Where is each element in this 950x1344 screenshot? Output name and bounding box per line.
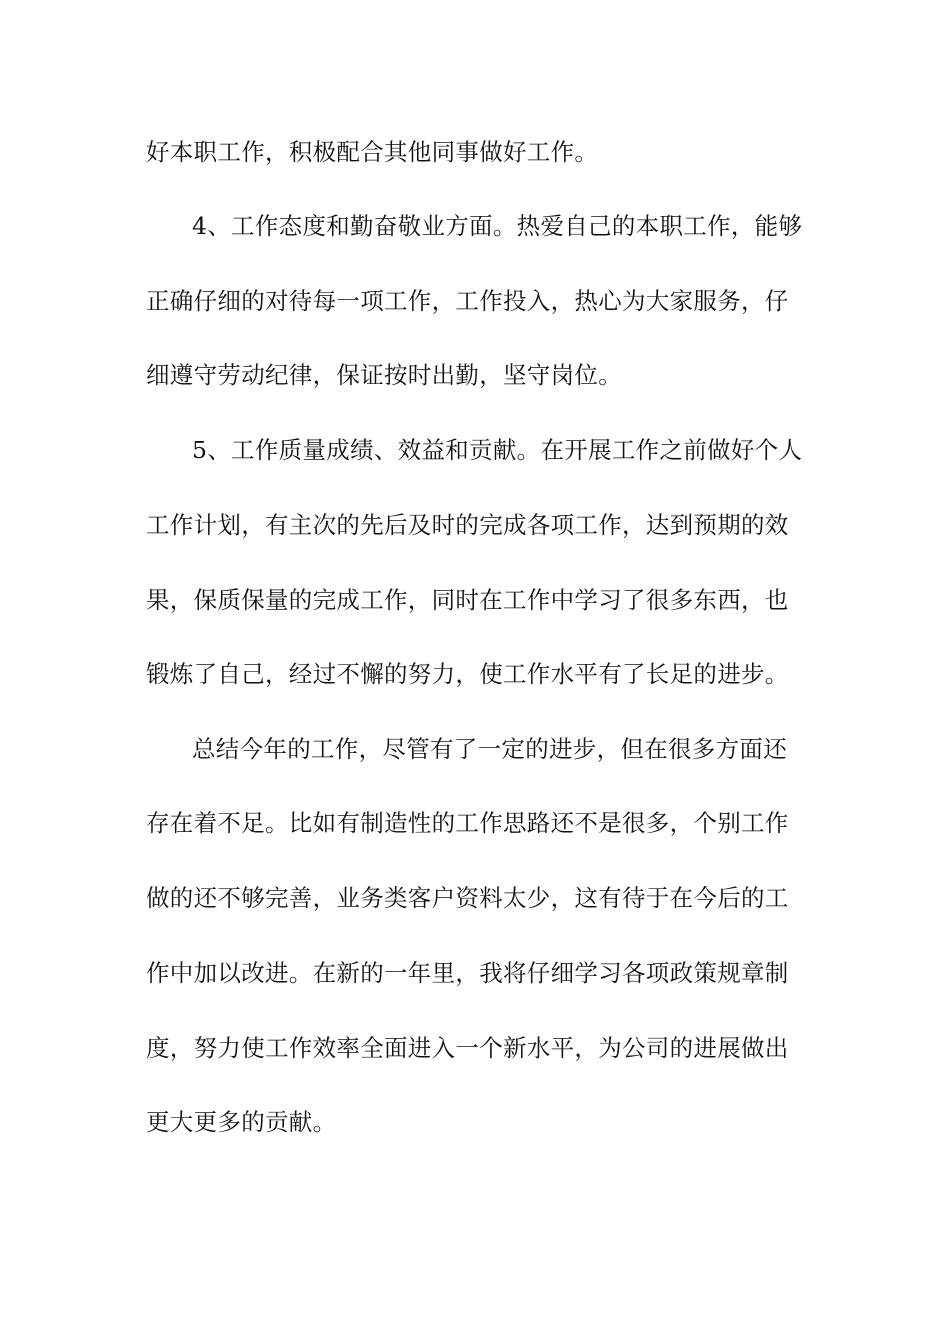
text-line: 果，保质保量的完成工作，同时在工作中学习了很多东西，也 bbox=[146, 586, 789, 614]
text-line: 做的还不够完善，业务类客户资料太少，这有待于在今后的工 bbox=[146, 884, 789, 912]
paragraph-5-line: 5、工作质量成绩、效益和贡献。在开展工作之前做好个人 bbox=[192, 436, 803, 464]
text-line: 正确仔细的对待每一项工作，工作投入，热心为大家服务，仔 bbox=[146, 287, 789, 315]
text-line: 工作计划，有主次的先后及时的完成各项工作，达到预期的效 bbox=[146, 511, 789, 539]
text-line: 作中加以改进。在新的一年里，我将仔细学习各项政策规章制 bbox=[146, 959, 789, 987]
text-line: 更大更多的贡献。 bbox=[146, 1108, 337, 1136]
text-line: 锻炼了自己，经过不懈的努力，使工作水平有了长足的进步。 bbox=[146, 660, 789, 688]
text-line: 存在着不足。比如有制造性的工作思路还不是很多，个别工作 bbox=[146, 809, 789, 837]
text-line: 好本职工作，积极配合其他同事做好工作。 bbox=[146, 138, 599, 166]
text-line: 细遵守劳动纪律，保证按时出勤，坚守岗位。 bbox=[146, 361, 622, 389]
text-line: 度，努力使工作效率全面进入一个新水平，为公司的进展做出 bbox=[146, 1034, 789, 1062]
summary-paragraph-line: 总结今年的工作，尽管有了一定的进步，但在很多方面还 bbox=[192, 735, 787, 763]
paragraph-4-line: 4、工作态度和勤奋敬业方面。热爱自己的本职工作，能够 bbox=[192, 212, 803, 240]
